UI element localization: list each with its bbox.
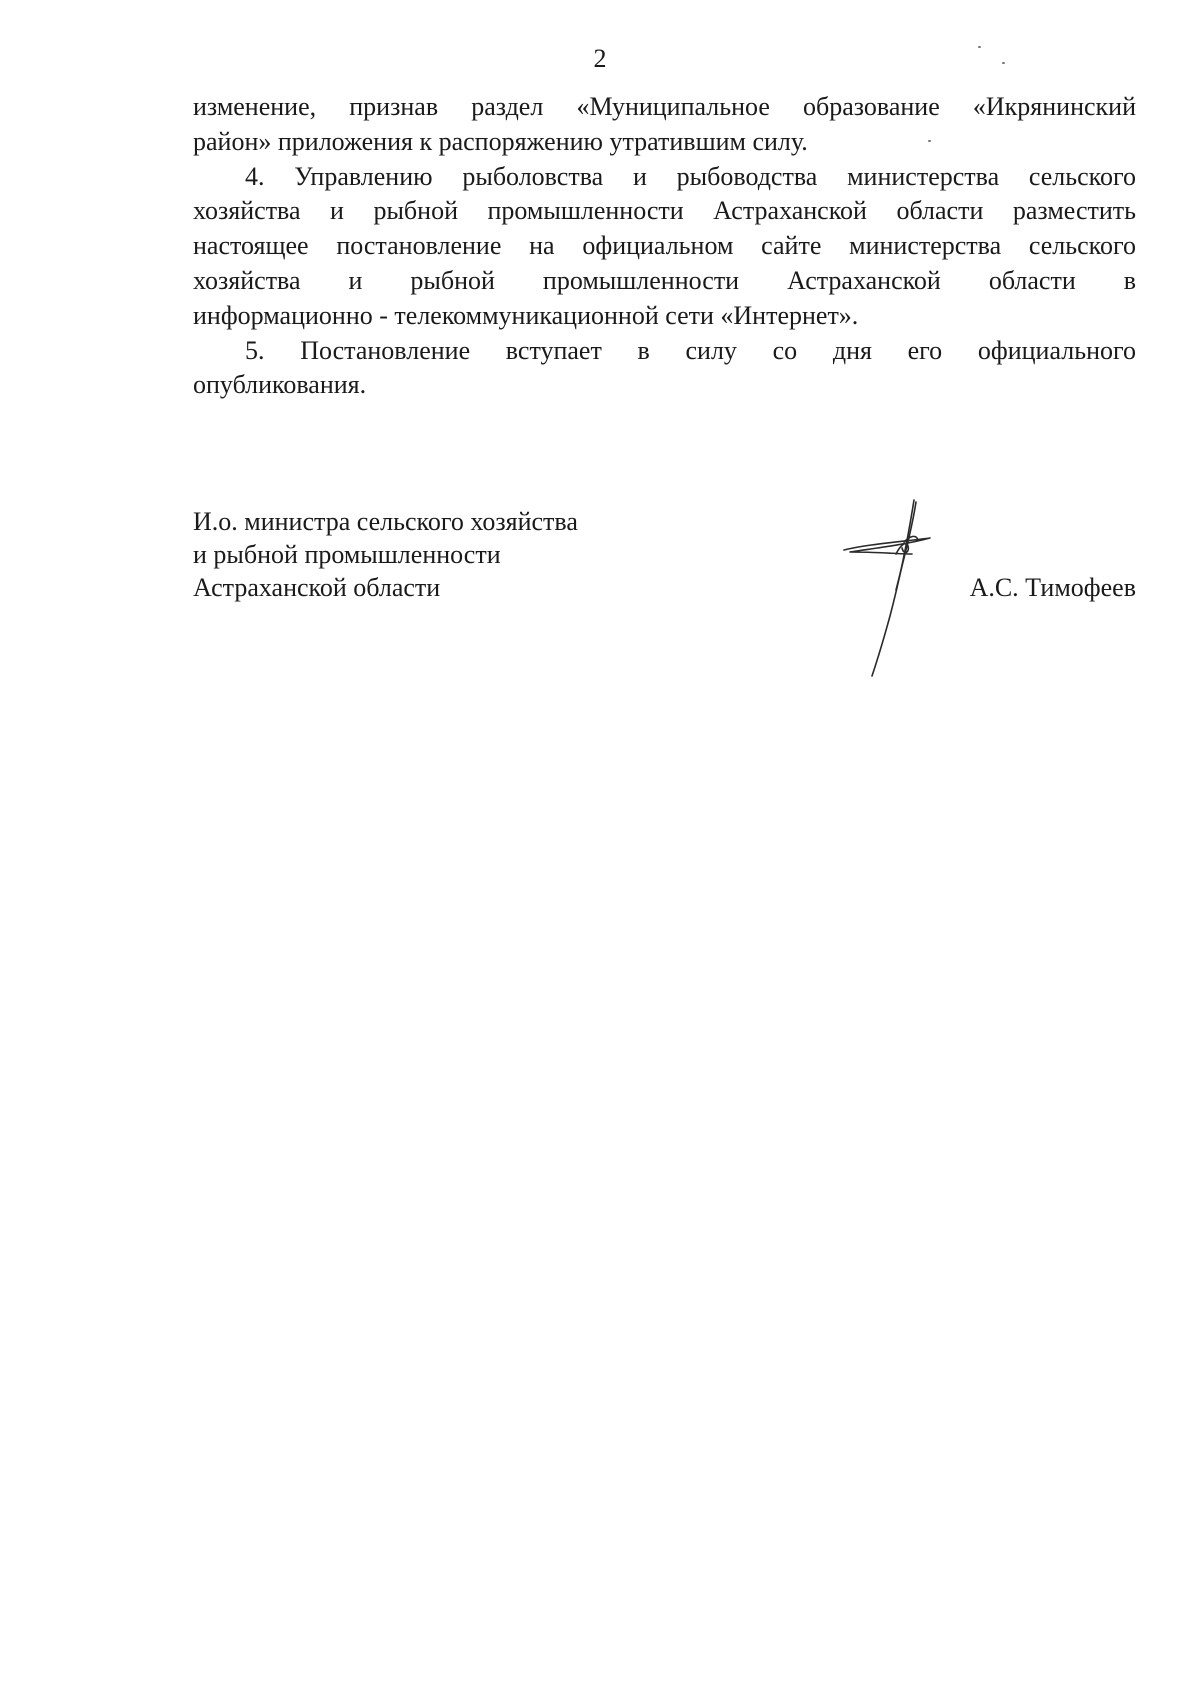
text-line: хозяйства и рыбной промышленности Астраханской области разместить [193, 196, 1136, 226]
signatory-title-line: и рыбной промышленности [193, 540, 501, 569]
signatory-name: А.С. Тимофеев [969, 573, 1136, 602]
signatory-title-line: И.о. министра сельского хозяйства [193, 507, 578, 536]
text-line: район» приложения к распоряжению утратившим силу. [193, 126, 808, 156]
text-line: опубликования. [193, 370, 367, 400]
text-line: изменение, признав раздел «Муниципальное образование «Икрянинский [193, 92, 1136, 121]
signatory-title-line: Астраханской области [193, 573, 441, 602]
text-line: 4. Управлению рыболовства и рыбоводства министерства сельского [245, 161, 1136, 191]
scan-speck [1002, 62, 1005, 64]
text-line: информационно - телекоммуникационной сети «Интернет». [193, 300, 859, 330]
paragraph-continuation [193, 90, 1136, 160]
scan-speck [928, 140, 931, 142]
document-body [193, 90, 1136, 403]
text-line: хозяйства и рыбной промышленности Астраханской области в [193, 265, 1136, 295]
scan-speck [978, 46, 981, 48]
page-number: 2 [593, 44, 607, 73]
text-line: настоящее постановление на официальном сайте министерства сельского [193, 231, 1136, 261]
paragraph-item-4 [193, 160, 1136, 334]
handwritten-signature [838, 498, 988, 678]
signature-block [193, 505, 1136, 604]
text-line: 5. Постановление вступает в силу со дня его официального [245, 335, 1136, 365]
paragraph-item-5 [193, 334, 1136, 404]
